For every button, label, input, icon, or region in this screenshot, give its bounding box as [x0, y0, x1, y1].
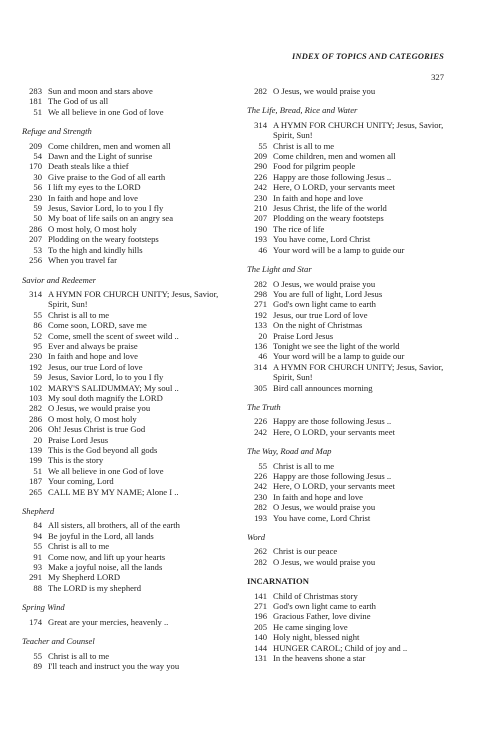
index-entry	[247, 203, 452, 213]
index-entry	[22, 466, 227, 476]
hymn-title: O Jesus, we would praise you	[273, 502, 376, 513]
hymn-number: 286	[29, 413, 42, 424]
index-entry	[247, 341, 452, 351]
hymn-title: O Jesus, we would praise you	[273, 556, 376, 567]
index-entry	[247, 213, 452, 223]
index-section	[22, 86, 227, 117]
hymn-title: Here, O LORD, your servants meet	[273, 182, 395, 193]
hymn-title: Christ is all to me	[48, 309, 110, 320]
index-entry	[22, 310, 227, 320]
hymn-number: 271	[254, 299, 267, 310]
hymn-title: Give praise to the God of all earth	[48, 171, 166, 182]
hymn-number: 207	[29, 234, 42, 245]
section-title: Shepherd	[22, 506, 55, 517]
index-section	[22, 506, 227, 593]
index-section	[247, 446, 452, 523]
index-entry	[22, 193, 227, 203]
index-entry	[247, 632, 452, 642]
hymn-title: Happy are those following Jesus ..	[273, 171, 392, 182]
hymn-title: In the heavens shone a star	[273, 653, 366, 664]
hymn-title: Plodding on the weary footsteps	[48, 234, 159, 245]
index-entry	[22, 182, 227, 192]
hymn-number: 51	[33, 465, 42, 476]
hymn-number: 226	[254, 416, 267, 427]
hymn-number: 196	[254, 611, 267, 622]
hymn-title: Tonight we see the light of the world	[273, 340, 400, 351]
index-entry	[22, 487, 227, 497]
index-column-left	[22, 86, 227, 680]
section-title: Spring Wind	[22, 602, 65, 613]
page-header: INDEX OF TOPICS AND CATEGORIES	[292, 52, 444, 61]
index-entry	[22, 414, 227, 424]
index-entry	[22, 393, 227, 403]
index-entry	[247, 193, 452, 203]
hymn-title: My Shepherd LORD	[48, 572, 121, 583]
hymn-title: Jesus, our true Lord of love	[273, 309, 368, 320]
index-entry	[247, 279, 452, 289]
hymn-number: 93	[33, 562, 42, 573]
hymn-title: God's own light came to earth	[273, 601, 376, 612]
index-entry	[22, 255, 227, 265]
index-entry	[22, 141, 227, 151]
index-entry	[247, 224, 452, 234]
hymn-number: 86	[33, 320, 42, 331]
hymn-title: Your coming, Lord	[48, 476, 114, 487]
index-entry	[22, 86, 227, 96]
hymn-number: 55	[33, 650, 42, 661]
hymn-number: 291	[29, 572, 42, 583]
hymn-title: All sisters, all brothers, all of the earth	[48, 520, 180, 531]
hymn-number: 20	[258, 330, 267, 341]
section-title: INCARNATION	[247, 576, 309, 587]
index-entry	[247, 320, 452, 330]
hymn-number: 140	[254, 632, 267, 643]
index-entry	[22, 172, 227, 182]
hymn-title: Your word will be a lamp to guide our	[273, 351, 405, 362]
hymn-number: 192	[29, 361, 42, 372]
section-title: The Truth	[247, 401, 281, 412]
index-entry	[22, 320, 227, 330]
index-entry	[22, 552, 227, 562]
hymn-title: Make a joyful noise, all the lands	[48, 562, 163, 573]
hymn-title: To the high and kindly hills	[48, 244, 143, 255]
index-entry	[22, 455, 227, 465]
hymn-number: 187	[29, 476, 42, 487]
hymn-number: 206	[29, 424, 42, 435]
index-entry	[22, 572, 227, 582]
hymn-number: 282	[254, 86, 267, 96]
section-title: Word	[247, 532, 265, 543]
hymn-number: 59	[33, 203, 42, 214]
index-entry	[22, 203, 227, 213]
index-section	[247, 264, 452, 393]
hymn-title: Sun and moon and stars above	[48, 86, 153, 96]
index-entry	[247, 362, 452, 383]
hymn-number: 56	[33, 182, 42, 193]
index-section	[247, 402, 452, 437]
hymn-number: 192	[254, 309, 267, 320]
hymn-title: A HYMN FOR CHURCH UNITY; Jesus, Savior, Spirit, Sun!	[48, 288, 219, 310]
hymn-title: This is the God beyond all gods	[48, 445, 158, 455]
hymn-title: God's own light came to earth	[273, 299, 376, 310]
hymn-number: 282	[29, 403, 42, 414]
index-entry	[247, 289, 452, 299]
hymn-number: 103	[29, 392, 42, 403]
hymn-title: Jesus, our true Lord of love	[48, 361, 143, 372]
hymn-number: 170	[29, 161, 42, 172]
hymn-title: Come children, men and women all	[48, 140, 171, 151]
hymn-number: 59	[33, 372, 42, 383]
hymn-title: The rice of life	[273, 223, 325, 234]
hymn-number: 91	[33, 551, 42, 562]
page-number: 327	[431, 72, 444, 82]
index-entry	[247, 546, 452, 556]
hymn-number: 131	[254, 653, 267, 664]
index-entry	[22, 435, 227, 445]
hymn-title: Your word will be a lamp to guide our	[273, 244, 405, 255]
index-entry	[247, 141, 452, 151]
index-entry	[22, 424, 227, 434]
hymn-title: In faith and hope and love	[48, 192, 138, 203]
index-section	[22, 636, 227, 671]
hymn-number: 282	[254, 502, 267, 513]
index-entry	[22, 383, 227, 393]
index-entry	[247, 351, 452, 361]
hymn-number: 190	[254, 223, 267, 234]
hymn-title: Happy are those following Jesus ..	[273, 471, 392, 481]
hymn-title: CALL ME BY MY NAME; Alone I ..	[48, 486, 179, 497]
hymn-number: 210	[254, 203, 267, 214]
index-entry	[247, 461, 452, 471]
hymn-number: 193	[254, 512, 267, 523]
hymn-title: Oh! Jesus Christ is true God	[48, 424, 146, 435]
hymn-number: 282	[254, 556, 267, 567]
hymn-title: Bird call announces morning	[273, 382, 373, 393]
hymn-title: Christ is all to me	[273, 460, 335, 471]
index-section	[247, 576, 452, 663]
hymn-title: MARY'S SALIDUMMAY; My soul ..	[48, 382, 179, 393]
index-entry	[247, 416, 452, 426]
index-entry	[247, 622, 452, 632]
hymn-title: I lift my eyes to the LORD	[48, 182, 141, 193]
hymn-title: Christ is all to me	[48, 650, 110, 661]
hymn-number: 52	[33, 330, 42, 341]
hymn-title: Jesus, Savior Lord, lo to you I fly	[48, 203, 164, 214]
index-entry	[247, 557, 452, 567]
hymn-number: 305	[254, 382, 267, 393]
index-entry	[247, 481, 452, 491]
index-entry	[22, 234, 227, 244]
hymn-number: 230	[29, 192, 42, 203]
index-entry	[22, 651, 227, 661]
hymn-title: You have come, Lord Christ	[273, 512, 371, 523]
hymn-number: 242	[254, 426, 267, 437]
hymn-title: Christ is our peace	[273, 546, 338, 557]
hymn-number: 54	[33, 151, 42, 162]
index-entry	[22, 289, 227, 310]
section-title: The Life, Bread, Rice and Water	[247, 105, 358, 116]
hymn-number: 141	[254, 590, 267, 601]
index-entry	[22, 245, 227, 255]
hymn-title: Come, smell the scent of sweet wild ..	[48, 330, 179, 341]
hymn-title: You have come, Lord Christ	[273, 234, 371, 245]
hymn-title: Ever and always be praise	[48, 340, 138, 351]
hymn-number: 144	[254, 642, 267, 653]
hymn-number: 139	[29, 445, 42, 455]
hymn-title: O Jesus, we would praise you	[273, 86, 376, 96]
hymn-number: 20	[33, 434, 42, 445]
index-entry	[247, 245, 452, 255]
hymn-title: I'll teach and instruct you the way you	[48, 660, 180, 671]
index-entry	[22, 224, 227, 234]
index-entry	[22, 583, 227, 593]
hymn-title: Come now, and lift up your hearts	[48, 551, 166, 562]
hymn-number: 89	[33, 660, 42, 671]
index-entry	[22, 341, 227, 351]
hymn-title: Gracious Father, love divine	[273, 611, 371, 622]
hymn-title: Jesus, Savior Lord, lo to you I fly	[48, 372, 164, 383]
hymn-number: 55	[258, 460, 267, 471]
hymn-number: 193	[254, 234, 267, 245]
hymn-number: 136	[254, 340, 267, 351]
index-entry	[22, 476, 227, 486]
hymn-number: 314	[254, 361, 267, 372]
index-entry	[22, 445, 227, 455]
hymn-number: 265	[29, 486, 42, 497]
index-section	[247, 105, 452, 255]
hymn-title: Holy night, blessed night	[273, 632, 360, 643]
hymn-title: Jesus Christ, the life of the world	[273, 203, 387, 214]
index-entry	[22, 107, 227, 117]
hymn-number: 230	[254, 192, 267, 203]
hymn-title: Praise Lord Jesus	[273, 330, 334, 341]
hymn-number: 30	[33, 171, 42, 182]
hymn-title: In faith and hope and love	[273, 491, 363, 502]
index-section	[22, 275, 227, 498]
index-column-right	[247, 86, 452, 673]
index-entry	[247, 591, 452, 601]
hymn-number: 174	[29, 616, 42, 627]
hymn-number: 53	[33, 244, 42, 255]
index-entry	[22, 562, 227, 572]
index-entry	[247, 310, 452, 320]
hymn-title: Child of Christmas story	[273, 590, 358, 601]
index-entry	[247, 86, 452, 96]
hymn-title: When you travel far	[48, 255, 117, 266]
index-section	[247, 86, 452, 96]
hymn-number: 181	[29, 96, 42, 107]
hymn-title: A HYMN FOR CHURCH UNITY; Jesus, Savior, Spirit, Sun!	[273, 119, 444, 141]
hymn-title: O Jesus, we would praise you	[48, 403, 151, 414]
index-entry	[247, 172, 452, 182]
hymn-title: O Jesus, we would praise you	[273, 278, 376, 289]
index-entry	[22, 161, 227, 171]
index-entry	[247, 471, 452, 481]
hymn-number: 46	[258, 351, 267, 362]
hymn-number: 230	[29, 351, 42, 362]
index-entry	[247, 161, 452, 171]
index-entry	[247, 611, 452, 621]
hymn-title: The God of us all	[48, 96, 109, 107]
index-entry	[22, 661, 227, 671]
index-entry	[247, 427, 452, 437]
index-entry	[247, 331, 452, 341]
index-entry	[247, 601, 452, 611]
hymn-title: O most holy, O most holy	[48, 223, 137, 234]
hymn-number: 286	[29, 223, 42, 234]
index-entry	[247, 502, 452, 512]
hymn-title: Death steals like a thief	[48, 161, 129, 172]
hymn-title: Christ is all to me	[273, 140, 335, 151]
index-entry	[22, 520, 227, 530]
index-entry	[247, 492, 452, 502]
hymn-title: Plodding on the weary footsteps	[273, 213, 384, 224]
hymn-title: We all believe in one God of love	[48, 106, 164, 117]
hymn-number: 102	[29, 382, 42, 393]
index-entry	[247, 653, 452, 663]
hymn-number: 95	[33, 340, 42, 351]
index-entry	[247, 234, 452, 244]
hymn-title: Food for pilgrim people	[273, 161, 356, 172]
hymn-title: Dawn and the Light of sunrise	[48, 151, 153, 162]
index-entry	[247, 120, 452, 141]
hymn-number: 46	[258, 244, 267, 255]
hymn-number: 256	[29, 255, 42, 266]
hymn-title: My boat of life sails on an angry sea	[48, 213, 174, 224]
index-entry	[22, 213, 227, 223]
index-entry	[247, 513, 452, 523]
hymn-title: We all believe in one God of love	[48, 465, 164, 476]
section-title: Teacher and Counsel	[22, 636, 95, 647]
hymn-title: My soul doth magnify the LORD	[48, 392, 163, 403]
hymn-number: 290	[254, 161, 267, 172]
hymn-title: In faith and hope and love	[273, 192, 363, 203]
hymn-number: 207	[254, 213, 267, 224]
hymn-title: You are full of light, Lord Jesus	[273, 288, 383, 299]
hymn-title: In faith and hope and love	[48, 351, 138, 362]
hymn-number: 271	[254, 601, 267, 612]
hymn-number: 226	[254, 471, 267, 481]
hymn-title: Here, O LORD, your servants meet	[273, 426, 395, 437]
hymn-title: This is the story	[48, 455, 104, 466]
hymn-number: 298	[254, 288, 267, 299]
hymn-number: 230	[254, 491, 267, 502]
hymn-number: 242	[254, 182, 267, 193]
index-entry	[22, 617, 227, 627]
index-section	[22, 602, 227, 627]
section-title: Savior and Redeemer	[22, 274, 96, 285]
hymn-title: O most holy, O most holy	[48, 413, 137, 424]
hymn-number: 314	[29, 288, 42, 299]
index-entry	[22, 151, 227, 161]
hymn-number: 133	[254, 320, 267, 331]
hymn-number: 55	[258, 140, 267, 151]
hymn-title: Be joyful in the Lord, all lands	[48, 530, 154, 541]
hymn-number: 88	[33, 582, 42, 593]
index-entry	[247, 182, 452, 192]
hymn-title: Come children, men and women all	[273, 151, 396, 162]
hymn-number: 262	[254, 546, 267, 557]
hymn-title: Here, O LORD, your servants meet	[273, 481, 395, 492]
hymn-title: Great are your mercies, heavenly ..	[48, 616, 169, 627]
index-entry	[22, 372, 227, 382]
hymn-number: 205	[254, 621, 267, 632]
index-entry	[22, 362, 227, 372]
index-entry	[247, 151, 452, 161]
index-section	[247, 532, 452, 567]
index-entry	[247, 383, 452, 393]
hymn-number: 283	[29, 86, 42, 96]
section-title: The Way, Road and Map	[247, 446, 332, 457]
index-entry	[22, 531, 227, 541]
index-entry	[22, 331, 227, 341]
hymn-title: Praise Lord Jesus	[48, 434, 109, 445]
hymn-number: 209	[254, 151, 267, 162]
hymn-title: Come soon, LORD, save me	[48, 320, 147, 331]
hymn-number: 51	[33, 106, 42, 117]
hymn-number: 199	[29, 455, 42, 466]
hymn-title: Christ is all to me	[48, 541, 110, 552]
hymn-number: 209	[29, 140, 42, 151]
hymn-number: 55	[33, 309, 42, 320]
hymn-title: A HYMN FOR CHURCH UNITY; Jesus, Savior, Spirit, Sun!	[273, 361, 444, 383]
index-entry	[22, 96, 227, 106]
index-entry	[247, 643, 452, 653]
hymn-title: He came singing love	[273, 621, 348, 632]
hymn-title: HUNGER CAROL; Child of joy and ..	[273, 642, 408, 653]
section-title: The Light and Star	[247, 264, 312, 275]
hymn-number: 84	[33, 520, 42, 531]
hymn-number: 242	[254, 481, 267, 492]
section-title: Refuge and Strength	[22, 126, 92, 137]
index-entry	[22, 541, 227, 551]
hymn-title: On the night of Christmas	[273, 320, 363, 331]
index-section	[22, 126, 227, 265]
hymn-number: 314	[254, 119, 267, 130]
hymn-number: 282	[254, 278, 267, 289]
hymn-number: 94	[33, 530, 42, 541]
index-entry	[22, 351, 227, 361]
hymn-number: 50	[33, 213, 42, 224]
hymn-number: 226	[254, 171, 267, 182]
hymn-title: Happy are those following Jesus ..	[273, 416, 392, 427]
index-entry	[247, 299, 452, 309]
index-entry	[22, 403, 227, 413]
hymn-number: 55	[33, 541, 42, 552]
hymn-title: The LORD is my shepherd	[48, 582, 142, 593]
